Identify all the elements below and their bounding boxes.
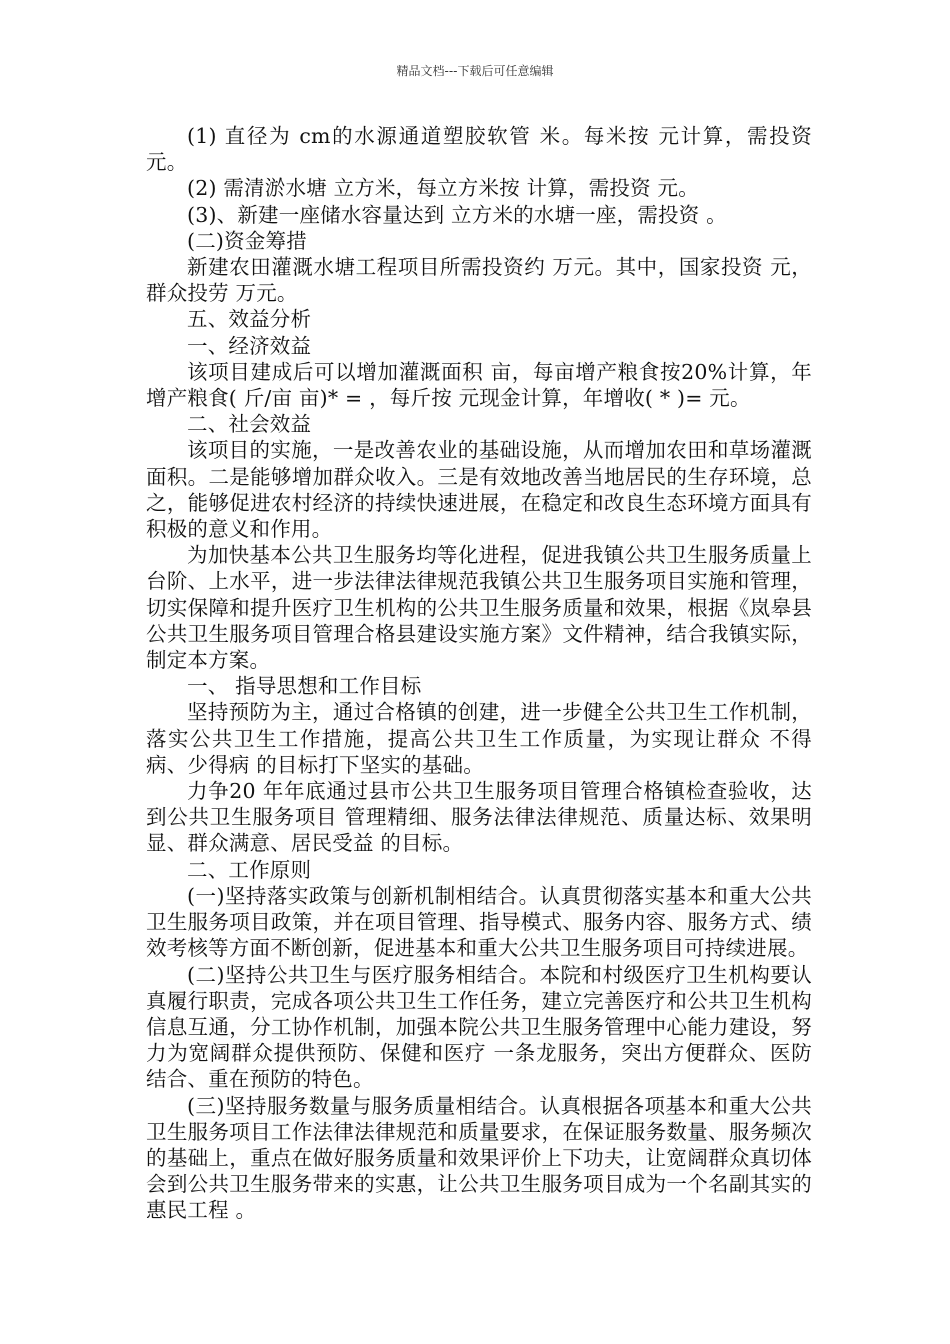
paragraph: (3)、新建一座储水容量达到 立方米的水塘一座，需投资 。 xyxy=(187,202,727,227)
page-header: 精品文档---下载后可任意编辑 xyxy=(396,64,554,78)
section-heading: 五、效益分析 xyxy=(187,307,312,332)
section-heading: (二)资金筹措 xyxy=(187,228,307,253)
document-body xyxy=(146,123,812,1224)
section-heading: 二、工作原则 xyxy=(187,857,312,882)
paragraph: (1) 直径为 cm的水源通道塑胶软管 米。每米按 元计算，需投资 元。 xyxy=(146,124,812,175)
paragraph: 为加快基本公共卫生服务均等化进程，促进我镇公共卫生服务质量上台阶、上水平，进一步法律法律规范我镇公共卫生服务项目实施和管理，切实保障和提升医疗卫生机构的公共卫生服务质量和效果，根据《岚皋县公共卫生服务项目管理合格县建设实施方案》文件精神，结合我镇实际，制定本方案。 xyxy=(146,543,812,673)
section-heading: 一、 指导思想和工作目标 xyxy=(187,674,422,699)
paragraph: 新建农田灌溉水塘工程项目所需投资约 万元。其中，国家投资 元，群众投劳 万元。 xyxy=(146,255,812,306)
paragraph: 坚持预防为主，通过合格镇的创建，进一步健全公共卫生工作机制，落实公共卫生工作措施，提高公共卫生工作质量，为实现让群众 不得病、少得病 的目标打下坚实的基础。 xyxy=(146,700,812,777)
paragraph: (三)坚持服务数量与服务质量相结合。认真根据各项基本和重大公共卫生服务项目工作法律法律规范和质量要求，在保证服务数量、服务频次的基础上，重点在做好服务质量和效果评价上下功夫，让宽阔群众真切体会到公共卫生服务带来的实惠，让公共卫生服务项目成为一个名副其实的 惠民工程 。 xyxy=(146,1093,812,1223)
paragraph: (一)坚持落实政策与创新机制相结合。认真贯彻落实基本和重大公共卫生服务项目政策，并在项目管理、指导模式、服务内容、服务方式、绩效考核等方面不断创新，促进基本和重大公共卫生服务项目可持续进展。 xyxy=(146,883,812,961)
paragraph: (二)坚持公共卫生与医疗服务相结合。本院和村级医疗卫生机构要认真履行职责，完成各项公共卫生工作任务，建立完善医疗和公共卫生机构信息互通，分工协作机制，加强本院公共卫生服务管理中心能力建设，努力为宽阔群众提供预防、保健和医疗 一条龙服务，突出方便群众、医防结合、重在预防的特色。 xyxy=(146,962,812,1092)
paragraph: 力争20 年年底通过县市公共卫生服务项目管理合格镇检查验收，达到公共卫生服务项目 管理精细、服务法律法律规范、质量达标、效果明显、群众满意、居民受益 的目标。 xyxy=(146,779,812,856)
paragraph: 该项目的实施，一是改善农业的基础设施，从而增加农田和草场灌溉面积。二是能够增加群众收入。三是有效地改善当地居民的生存环境，总之，能够促进农村经济的持续快速进展，在稳定和改良生态环境方面具有积极的意义和作用。 xyxy=(146,438,812,542)
section-heading: 一、经济效益 xyxy=(187,333,312,358)
section-heading: 二、社会效益 xyxy=(187,412,312,437)
paragraph: (2) 需清淤水塘 立方米，每立方米按 计算，需投资 元。 xyxy=(187,176,699,201)
paragraph: 该项目建成后可以增加灌溉面积 亩，每亩增产粮食按20%计算，年增产粮食( 斤/亩 亩)* = ，每斤按 元现金计算，年增收( * )= 元。 xyxy=(146,359,812,411)
